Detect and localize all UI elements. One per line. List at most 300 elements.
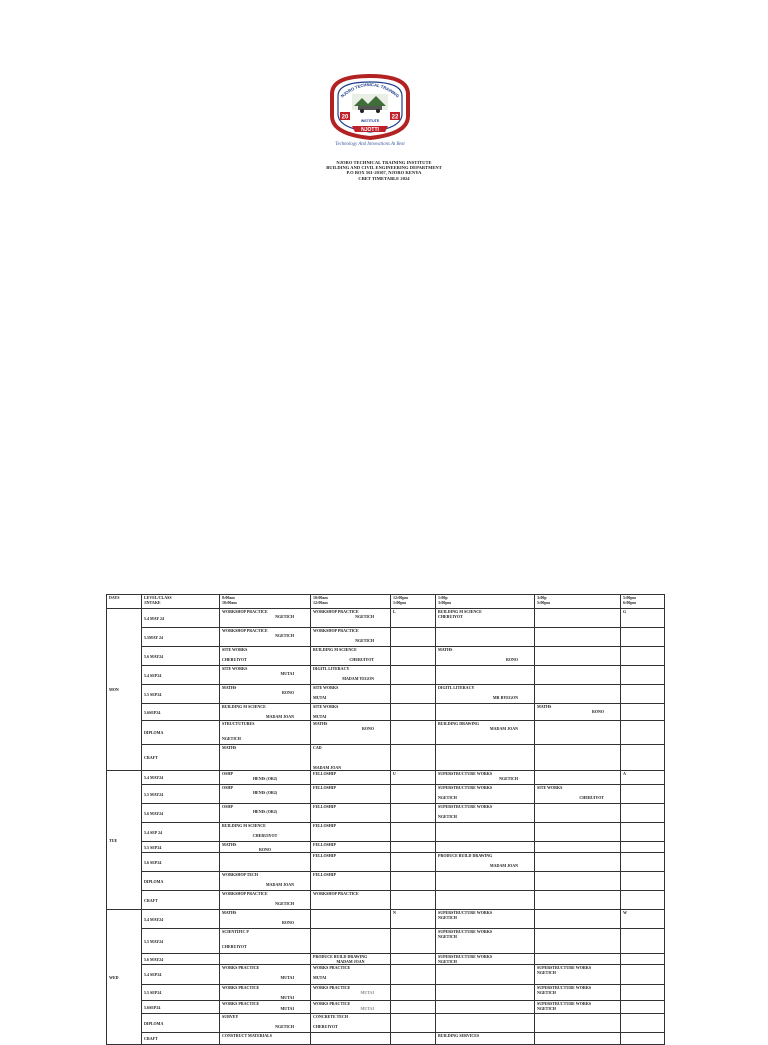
session-text: N [393, 910, 396, 915]
table-row [107, 745, 665, 771]
session-text: NGETICH [537, 1006, 556, 1011]
session-text: RONO [259, 847, 271, 852]
session-cell [436, 1033, 535, 1045]
session-text: CHERUIYOT [313, 1024, 338, 1029]
session-cell [220, 771, 311, 785]
session-text: SITE WORKS [313, 685, 339, 690]
session-text: RONO [282, 690, 294, 695]
session-text: G [623, 609, 627, 614]
session-cell [436, 685, 535, 704]
session-cell [621, 853, 665, 872]
logo-ribbon: NJOTTI [361, 127, 379, 133]
table-row [107, 1014, 665, 1033]
session-text: MR RYEGON [492, 695, 518, 700]
header-cell [220, 595, 311, 609]
session-text: CHERUIYOT [438, 614, 463, 619]
session-cell [220, 954, 311, 965]
session-cell [311, 929, 391, 954]
session-cell [621, 929, 665, 954]
header-label: 10:00am [222, 600, 237, 605]
session-cell [311, 745, 391, 771]
session-text: SUPERSTRUCTURE WORKS [438, 804, 493, 809]
session-text: CHERUIYOT [222, 944, 247, 949]
session-cell [220, 685, 311, 704]
session-cell [621, 647, 665, 666]
session-text: SUPERSTRUCTURE WORKS [438, 785, 493, 790]
session-cell [311, 704, 391, 721]
session-text: NGETICH [438, 814, 457, 819]
session-cell [220, 1001, 311, 1014]
session-cell [391, 842, 436, 853]
session-cell [311, 965, 391, 985]
class-cell: 5.6SEP24 [142, 1001, 220, 1014]
session-cell [621, 910, 665, 929]
session-text: PRODUCE BUILD DRAWING [438, 853, 493, 858]
session-text: MADAM YEGON [342, 676, 374, 681]
session-text: MATHS [537, 704, 552, 709]
table-row [107, 666, 665, 685]
session-text: SUPERSTRUCTURE WORKS [438, 771, 493, 776]
table-row [107, 872, 665, 891]
class-cell: 5.4 SEP 24 [142, 823, 220, 842]
session-text: WORKS PRACTICE [313, 1001, 351, 1006]
session-text: MADAM JOAN [489, 863, 518, 868]
session-cell [391, 628, 436, 647]
class-cell: 5.5 SEP24 [142, 985, 220, 1001]
session-text: MUTAI [280, 1006, 294, 1011]
timetable-header-row [107, 595, 665, 609]
session-cell [535, 771, 621, 785]
class-cell: 5.6 SEP24 [142, 853, 220, 872]
session-cell [220, 647, 311, 666]
header-cell [107, 595, 142, 609]
session-text: HENIS (OR2) [252, 809, 278, 814]
session-text: W [623, 910, 627, 915]
session-text: WORKS PRACTICE [313, 985, 351, 990]
session-cell [535, 704, 621, 721]
session-cell [391, 771, 436, 785]
session-cell [535, 965, 621, 985]
session-text: NGETICH [438, 934, 457, 939]
session-cell [535, 685, 621, 704]
session-cell [535, 721, 621, 745]
session-cell [436, 954, 535, 965]
header-label: 12:00pm [393, 595, 408, 600]
session-text: RONO [282, 920, 294, 925]
class-cell: 5.4 SEP24 [142, 666, 220, 685]
session-cell [436, 910, 535, 929]
class-cell: 5.4 SEP24 [142, 965, 220, 985]
session-cell [621, 954, 665, 965]
session-cell [436, 628, 535, 647]
header-label: /INTAKE [144, 600, 161, 605]
session-cell [436, 891, 535, 910]
session-text: NGETICH [438, 915, 457, 920]
session-cell [391, 647, 436, 666]
class-cell: DIPLOMA [142, 872, 220, 891]
session-text: FELLOSHIP [313, 804, 336, 809]
header-label: 12:00am [313, 600, 328, 605]
session-cell [311, 853, 391, 872]
session-cell [220, 823, 311, 842]
session-cell [535, 804, 621, 823]
table-row [107, 771, 665, 785]
session-cell [391, 685, 436, 704]
session-cell [436, 745, 535, 771]
session-cell [391, 804, 436, 823]
session-cell [436, 842, 535, 853]
session-cell [391, 721, 436, 745]
session-cell [436, 647, 535, 666]
class-cell: 5.5 SEP24 [142, 685, 220, 704]
class-cell: 5.6SEP24 [142, 704, 220, 721]
table-row [107, 954, 665, 965]
table-row [107, 785, 665, 804]
timetable [106, 594, 665, 1045]
session-cell [621, 985, 665, 1001]
header-label: 8:00am [222, 595, 235, 600]
session-cell [391, 785, 436, 804]
session-text: SURVEY [222, 1014, 239, 1019]
session-cell [220, 985, 311, 1001]
logo-year-right: 22 [391, 114, 399, 121]
header-label: DAYS [109, 595, 120, 600]
session-text: RONO [362, 726, 374, 731]
session-cell [535, 1014, 621, 1033]
session-cell [436, 872, 535, 891]
session-text: MUTAI [360, 990, 374, 995]
session-text: MUTAI [280, 975, 294, 980]
session-cell [220, 929, 311, 954]
header-cell [535, 595, 621, 609]
session-text: CHERUIYOT [349, 657, 374, 662]
session-cell [621, 628, 665, 647]
session-text: MUTAI [280, 995, 294, 1000]
session-cell [391, 704, 436, 721]
session-text: HENIS (OR2) [252, 790, 278, 795]
session-cell [621, 1014, 665, 1033]
session-text: FELLOSHIP [313, 842, 336, 847]
session-text: NGETICH [537, 990, 556, 995]
table-row [107, 721, 665, 745]
session-cell [535, 872, 621, 891]
session-cell [535, 666, 621, 685]
session-cell [220, 891, 311, 910]
postal-address: P.O BOX 561-20107, NJORO KENYA [346, 170, 422, 176]
session-cell [391, 1033, 436, 1045]
logo-ring-text: NJORO TECHNICAL TRAINING [339, 81, 401, 99]
class-cell: 5.6 MAY24 [142, 804, 220, 823]
session-cell [311, 666, 391, 685]
day-cell: WED [107, 910, 142, 1045]
session-text: L [393, 609, 396, 614]
session-text: PRODUCE BUILD DRAWING [313, 954, 368, 959]
session-text: MATHS [222, 685, 237, 690]
session-text: NGETICH [275, 901, 294, 906]
session-cell [391, 891, 436, 910]
session-text: MADAM JOAN [313, 765, 342, 770]
session-cell [535, 910, 621, 929]
session-cell [391, 1001, 436, 1014]
session-cell [391, 929, 436, 954]
session-text: NGETICH [275, 614, 294, 619]
session-text: SITE WORKS [222, 647, 248, 652]
header-label: 5:00pm [623, 595, 636, 600]
session-cell [621, 1001, 665, 1014]
session-cell [535, 609, 621, 628]
session-text: SITE WORKS [222, 666, 248, 671]
session-cell [621, 704, 665, 721]
session-cell [535, 1001, 621, 1014]
session-cell [220, 745, 311, 771]
session-text: WORKSHOP PRACTICE [222, 891, 268, 896]
session-cell [436, 1001, 535, 1014]
day-cell: MON [107, 609, 142, 771]
header-label: 1:00p [438, 595, 448, 600]
session-cell [311, 1033, 391, 1045]
header-cell [436, 595, 535, 609]
session-cell [311, 609, 391, 628]
session-text: NGETICH [355, 638, 374, 643]
table-row [107, 842, 665, 853]
timetable-title: CBET TIMETABLE 2024 [358, 175, 410, 181]
session-text: CAD [313, 745, 322, 750]
session-text: DIGITL LITERACY [438, 685, 475, 690]
session-cell [311, 891, 391, 910]
session-text: FELLOSHIP [313, 872, 336, 877]
session-cell [535, 954, 621, 965]
session-cell [436, 1014, 535, 1033]
session-cell [391, 965, 436, 985]
session-cell [436, 929, 535, 954]
session-text: WORKS PRACTICE [222, 965, 260, 970]
session-cell [621, 823, 665, 842]
session-cell [311, 628, 391, 647]
session-cell [436, 804, 535, 823]
session-text: WORKSHOP PRACTICE [222, 609, 268, 614]
session-text: SUPERSTRUCTURE WORKS [537, 1001, 592, 1006]
session-text: RONO [506, 657, 518, 662]
session-text: MUTAI [360, 1006, 374, 1011]
session-text: SUPERSTRUCTURE WORKS [438, 929, 493, 934]
session-cell [220, 853, 311, 872]
session-text: FELLOSHIP [313, 823, 336, 828]
header-label: LEVEL/CLASS [144, 595, 172, 600]
session-text: A [623, 771, 626, 776]
session-cell [436, 609, 535, 628]
session-cell [436, 823, 535, 842]
table-row [107, 891, 665, 910]
session-cell [621, 1033, 665, 1045]
session-cell [535, 647, 621, 666]
session-text: WORKSHOP PRACTICE [222, 628, 268, 633]
session-cell [391, 609, 436, 628]
session-cell [220, 910, 311, 929]
session-text: NGETICH [438, 795, 457, 800]
institute-logo [318, 72, 422, 148]
session-text: CONCRETE TECH [313, 1014, 348, 1019]
session-cell [621, 685, 665, 704]
session-text: CHERUIYOT [252, 833, 278, 838]
session-cell [535, 745, 621, 771]
session-cell [220, 965, 311, 985]
logo-year-left: 20 [341, 114, 349, 121]
table-row [107, 628, 665, 647]
table-row [107, 910, 665, 929]
session-text: MADAM JOAN [265, 714, 294, 719]
session-cell [220, 704, 311, 721]
session-cell [621, 891, 665, 910]
session-cell [436, 785, 535, 804]
session-cell [220, 872, 311, 891]
header-cell [311, 595, 391, 609]
session-cell [436, 666, 535, 685]
session-cell [391, 985, 436, 1001]
session-text: SUPERSTRUCTURE WORKS [438, 954, 493, 959]
day-cell: TUE [107, 771, 142, 910]
session-cell [535, 785, 621, 804]
session-text: WORKSHOP PRACTICE [313, 628, 359, 633]
department-name: BUILDING AND CIVIL ENGINEERING DEPARTMENT [326, 165, 442, 171]
session-cell [621, 609, 665, 628]
session-cell [220, 785, 311, 804]
session-cell [535, 929, 621, 954]
session-cell [621, 666, 665, 685]
class-cell: 5.6 MAY24 [142, 954, 220, 965]
session-text: OSHP [222, 804, 233, 809]
document-heading [0, 160, 768, 181]
header-label: 3:00p [537, 595, 547, 600]
class-cell: 5.6 MAY24 [142, 647, 220, 666]
session-text: DIGITL LITERACY [313, 666, 350, 671]
session-text: U [393, 771, 396, 776]
session-text: BUILDING SERVICES [438, 1033, 480, 1038]
session-text: NGETICH [499, 776, 518, 781]
header-label: 6:00pm [623, 600, 636, 605]
session-cell [391, 954, 436, 965]
session-text: HENIS (OR2) [252, 776, 278, 781]
session-text: FELLOSHIP [313, 771, 336, 776]
header-label: 1:00pm [393, 600, 406, 605]
session-cell [391, 872, 436, 891]
session-text: NGETICH [222, 736, 241, 741]
header-label: 3:00pm [438, 600, 451, 605]
header-label: 5:00pm [537, 600, 550, 605]
session-cell [311, 771, 391, 785]
session-cell [311, 1001, 391, 1014]
logo-ring-text-bottom: INSTITUTE [360, 119, 380, 123]
session-text: SUPERSTRUCTURE WORKS [537, 985, 592, 990]
session-cell [220, 666, 311, 685]
header-cell [142, 595, 220, 609]
table-row [107, 853, 665, 872]
session-text: RONO [592, 709, 604, 714]
session-cell [391, 745, 436, 771]
session-cell [535, 985, 621, 1001]
session-text: FELLOSHIP [313, 853, 336, 858]
header-cell [621, 595, 665, 609]
session-cell [311, 1014, 391, 1033]
session-cell [311, 954, 391, 965]
class-cell: 5.5MAY 24 [142, 628, 220, 647]
class-cell: 5.4 MAY24 [142, 910, 220, 929]
session-cell [311, 785, 391, 804]
session-text: NGETICH [275, 1024, 294, 1029]
session-text: SCIENTIFIC P [222, 929, 249, 934]
session-cell [391, 910, 436, 929]
session-text: BUILDING M SCIENCE [222, 823, 266, 828]
session-cell [311, 721, 391, 745]
session-cell [621, 785, 665, 804]
session-text: OSHP [222, 771, 233, 776]
table-row [107, 965, 665, 985]
institute-name: NJORO TECHNICAL TRAINING INSTITUTE [336, 160, 432, 165]
session-cell [391, 1014, 436, 1033]
session-text: FELLOSHIP [313, 785, 336, 790]
table-row [107, 1001, 665, 1014]
session-text: WORKS PRACTICE [313, 965, 351, 970]
session-cell [436, 721, 535, 745]
session-cell [220, 609, 311, 628]
session-cell [535, 891, 621, 910]
session-cell [391, 853, 436, 872]
session-cell [220, 628, 311, 647]
session-cell [621, 965, 665, 985]
session-cell [311, 685, 391, 704]
class-cell: 5.5 SEP24 [142, 842, 220, 853]
class-cell: 5.4 MAY24 [142, 771, 220, 785]
session-cell [436, 771, 535, 785]
table-row [107, 823, 665, 842]
session-cell [436, 985, 535, 1001]
session-cell [311, 804, 391, 823]
session-cell [535, 823, 621, 842]
session-text: MATHS [438, 647, 453, 652]
session-cell [436, 704, 535, 721]
session-text: SITE WORKS [537, 785, 563, 790]
session-text: MUTAI [313, 695, 327, 700]
class-cell: CRAFT [142, 1033, 220, 1045]
session-text: BUILDING M SCIENCE [313, 647, 357, 652]
session-cell [311, 647, 391, 666]
session-cell [535, 842, 621, 853]
session-text: WORKS PRACTICE [222, 1001, 260, 1006]
class-cell: 5.5 MAY24 [142, 929, 220, 954]
session-cell [621, 804, 665, 823]
session-text: CHERUIYOT [579, 795, 604, 800]
session-cell [220, 842, 311, 853]
session-text: MADAM JOAN [265, 882, 294, 887]
table-row [107, 1033, 665, 1045]
table-row [107, 647, 665, 666]
session-cell [535, 628, 621, 647]
session-text: MADAM JOAN [489, 726, 518, 731]
session-text: MUTAI [313, 714, 327, 719]
session-text: OSHP [222, 785, 233, 790]
class-cell: 5.4 MAY 24 [142, 609, 220, 628]
session-cell [621, 872, 665, 891]
class-cell: DIPLOMA [142, 1014, 220, 1033]
session-text: MATHS [222, 745, 237, 750]
session-text: MUTAI [280, 671, 294, 676]
class-cell: DIPLOMA [142, 721, 220, 745]
session-text: BUILDING M SCIENCE [438, 609, 482, 614]
class-cell: CRAFT [142, 745, 220, 771]
session-cell [311, 910, 391, 929]
session-text: WORKSHOP TECH [222, 872, 259, 877]
table-row [107, 929, 665, 954]
session-cell [535, 853, 621, 872]
